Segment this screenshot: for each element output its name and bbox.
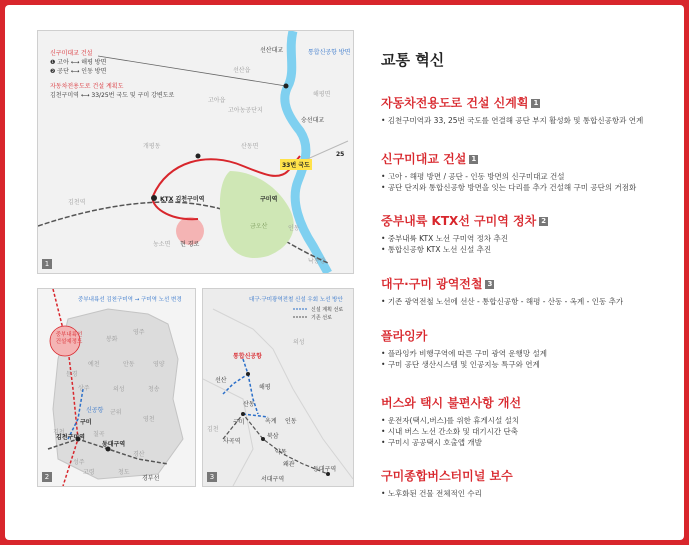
section-tag: 1	[469, 155, 478, 164]
map-2-callout: 중부내륙선 건설예정도	[55, 332, 83, 345]
map-1-number: 1	[42, 259, 52, 269]
region-label-3: 예천	[88, 361, 100, 368]
map-3-yakmok-label: 약목	[275, 449, 287, 456]
map-3-waegwan-label: 왜관	[283, 461, 295, 468]
section-terminal	[381, 467, 513, 499]
map-2-number: 2	[42, 472, 52, 482]
map-3-legend-new: 신설 계획 선로	[311, 307, 344, 313]
region-label-13: 김천	[53, 429, 65, 436]
region-label-14: 성주	[73, 459, 85, 466]
section-item: • 고아 - 해평 방면 / 공단 - 인동 방면의 신구미대교 건설	[381, 171, 636, 182]
section-ktx	[381, 212, 548, 255]
map-3-airport-label: 통합신공항	[233, 353, 262, 360]
region-label-9: 청송	[148, 386, 160, 393]
region-label-1: 봉화	[106, 336, 118, 343]
region-label-8: 의성	[113, 386, 125, 393]
section-tag: 1	[531, 99, 540, 108]
map-3-header: 대구·구미광역전철 신설 우회 노선 방안	[249, 297, 343, 303]
label-route-25: 25	[336, 151, 345, 158]
map-3-number: 3	[207, 472, 217, 482]
label-seonsan-bridge: 선산대교	[260, 47, 284, 54]
section-item: • 김천구미역과 33, 25번 국도를 연결해 공단 부지 활성화 및 통합신공항과 연계	[381, 115, 643, 126]
map-2-gimcheon-gumi-label: 김천구미역	[56, 434, 85, 441]
section-expressway	[381, 94, 643, 126]
map-3-legend-old: 기존 선로	[311, 315, 332, 321]
region-label-2: 영주	[133, 329, 145, 336]
map-2	[37, 288, 196, 487]
legend-line-1: ❶ 고아 ⟷ 해평 방면	[50, 59, 107, 66]
region-label-10: 군위	[110, 409, 122, 416]
region-label-11: 영천	[143, 416, 155, 423]
map-3-seonsan-label: 선산	[215, 377, 227, 384]
map-3-sagok-label: 사곡역	[223, 438, 241, 445]
label-goa-eup: 고아읍	[208, 97, 226, 104]
label-nongso: 농소면	[153, 241, 171, 248]
section-item: • 중부내륙 KTX 노선 구미역 정차 추진	[381, 233, 548, 244]
label-ktx-gimcheon-gumi: KTX 김천구미역	[160, 196, 205, 203]
section-item: • 통합신공항 KTX 노선 신설 추진	[381, 244, 548, 255]
label-seonsan-eup: 선산읍	[233, 67, 251, 74]
map-2-gyeongbu-label: 경부선	[142, 475, 160, 482]
page	[5, 5, 684, 540]
section-item: • 노후화된 건물 전체적인 수리	[381, 488, 513, 499]
map-3-uiseong-label: 의성	[293, 339, 305, 346]
label-goa-industrial: 고아농공단지	[228, 107, 263, 114]
section-bus-taxi	[381, 394, 521, 448]
label-gimcheon: 김천역	[68, 199, 86, 206]
map-3-indong-label: 인동	[285, 418, 297, 425]
legend-title-road: 자동차전용도로 건설 계획도	[50, 83, 124, 90]
region-label-17: 청도	[118, 469, 130, 476]
section-metro	[381, 275, 623, 307]
section-item: • 플라잉카 비행구역에 따른 구미 광역 운행망 설계	[381, 348, 547, 359]
label-current-route: 현 경로	[180, 241, 200, 248]
region-label-15: 고령	[83, 469, 95, 476]
label-sungseon-bridge: 숭선대교	[301, 117, 325, 124]
label-nakdong: 낙동강	[308, 258, 326, 265]
map-2-dongdaegu-label: 동대구역	[102, 441, 126, 448]
section-heading: 플라잉카	[381, 329, 428, 343]
section-tag: 2	[539, 217, 548, 226]
region-label-6: 문경	[66, 371, 78, 378]
legend-title-bridge: 신구미대교 건설	[50, 50, 93, 57]
region-label-7: 상주	[78, 385, 90, 392]
section-heading: 자동차전용도로 건설 신계획	[381, 96, 529, 110]
map-2-gumi-label: 구미	[80, 419, 92, 426]
label-sandong: 산동면	[241, 143, 259, 150]
label-haepyeong: 해평면	[313, 91, 331, 98]
region-label-16: 경산	[133, 451, 145, 458]
section-heading: 중부내륙 KTX선 구미역 정차	[381, 214, 537, 228]
label-gumi-station: 구미역	[260, 196, 278, 203]
label-geumo: 금오산	[250, 223, 268, 230]
map-3	[202, 288, 354, 487]
map-3-seodaegu-label: 서대구역	[261, 476, 285, 483]
map-3-dongdaegu-label: 동대구역	[313, 466, 337, 473]
section-item: • 공단 단지와 통합신공항 방면을 잇는 다리를 추가 건설해 구미 공단의 거점화	[381, 182, 636, 193]
map-3-gimcheon-label: 김천	[207, 426, 219, 433]
section-heading: 대구·구미 광역전철	[381, 277, 483, 291]
map-1	[37, 30, 354, 274]
region-label-12: 칠곡	[93, 431, 105, 438]
section-heading: 구미종합버스터미널 보수	[381, 469, 513, 483]
section-item: • 시내 버스 노선 간소화 및 대기시간 단축	[381, 426, 521, 437]
section-item: • 운전자(택시,버스)를 위한 휴게시설 설치	[381, 415, 521, 426]
legend-line-3: 김천구미역 ⟷ 33/25번 국도 및 구미 강변도로	[50, 92, 175, 99]
map-3-haepyeong-label: 해평	[259, 384, 271, 391]
map-2-header: 중부내륙선 김천구미역 → 구미역 노선 변경	[78, 297, 182, 303]
airport-direction-label: 통합신공항 방면	[308, 49, 351, 56]
section-bridge	[381, 150, 636, 193]
page-title: 교통 혁신	[381, 51, 445, 69]
section-heading: 신구미대교 건설	[381, 152, 467, 166]
map-3-gumi-label: 구미	[233, 419, 245, 426]
map-2-airport-label: 신공항	[86, 407, 104, 414]
map-3-okgye-label: 옥계	[265, 418, 277, 425]
label-gaepyeong: 개평동	[143, 143, 161, 150]
section-item: • 구미 공단 생산시스템 및 인공지능 특구와 연계	[381, 359, 547, 370]
map-1-legend	[50, 49, 174, 100]
legend-line-2: ❷ 공단 ⟷ 인동 방면	[50, 68, 107, 75]
section-flying-car	[381, 327, 547, 370]
section-item: • 기존 광역전철 노선에 선산 - 통합신공항 - 해평 - 산동 - 옥계 - 인동 추가	[381, 296, 623, 307]
region-label-4: 안동	[123, 361, 135, 368]
section-tag: 3	[485, 280, 494, 289]
map-3-buksam-label: 북삼	[267, 433, 279, 440]
label-route-33: 33번 국도	[280, 159, 312, 170]
label-indong: 인동	[288, 225, 300, 232]
map-3-sandong-label: 산동	[243, 401, 255, 408]
section-item: • 구미시 공공택시 호출앱 개발	[381, 437, 521, 448]
region-label-5: 영양	[153, 361, 165, 368]
section-heading: 버스와 택시 불편사항 개선	[381, 396, 522, 410]
